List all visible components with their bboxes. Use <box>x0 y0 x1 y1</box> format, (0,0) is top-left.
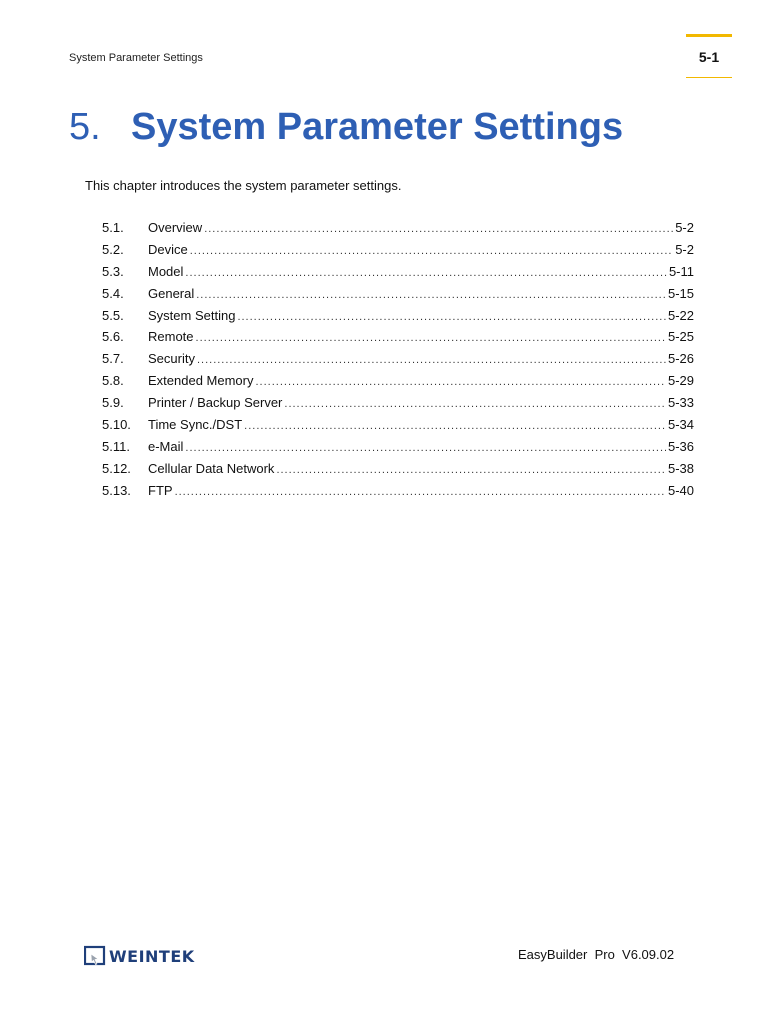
footer-product-version: EasyBuilder Pro V6.09.02 <box>518 947 675 962</box>
page-number-top-rule <box>686 34 732 37</box>
toc-entry-label: Remote <box>148 329 194 345</box>
page-number-bottom-rule <box>686 77 732 78</box>
toc-entry-number: 5.13. <box>102 482 131 498</box>
toc-entry-label: Model <box>148 263 184 279</box>
toc-entry-page: 5-29 <box>667 373 694 389</box>
toc-entry[interactable] <box>102 461 694 483</box>
toc-entry[interactable] <box>102 483 694 505</box>
toc-entry-page: 5-2 <box>675 241 694 257</box>
toc-dot-leader <box>197 354 666 366</box>
toc-entry[interactable] <box>102 242 694 264</box>
toc-entry-label: Cellular Data Network <box>148 460 275 476</box>
toc-entry-page: 5-33 <box>667 395 694 411</box>
toc-entry-page: 5-26 <box>667 351 694 367</box>
toc-entry-label: FTP <box>148 482 173 498</box>
toc-entry-page: 5-34 <box>667 417 694 433</box>
toc-entry-label: Printer / Backup Server <box>148 395 283 411</box>
toc-dot-leader <box>185 442 666 454</box>
toc-entry-number: 5.1. <box>102 220 124 235</box>
toc-dot-leader <box>204 223 673 235</box>
toc-entry-number: 5.9. <box>102 395 124 411</box>
toc-entry-label: Time Sync./DST <box>148 417 243 433</box>
chapter-number: 5. <box>69 106 101 148</box>
weintek-logo <box>84 944 195 968</box>
toc-entry-number: 5.4. <box>102 285 124 301</box>
page-number-box <box>686 34 732 78</box>
toc-entry-number: 5.10. <box>102 417 131 433</box>
toc-entry-label: System Setting <box>148 307 236 323</box>
toc-entry-label: Overview <box>148 220 203 235</box>
toc-entry-number: 5.6. <box>102 329 124 345</box>
toc-entry-number: 5.8. <box>102 373 124 389</box>
logo-wordmark: WEINTEK <box>109 946 195 966</box>
toc-entry-page: 5-25 <box>667 329 694 345</box>
running-header: System Parameter Settings <box>69 52 203 64</box>
chapter-intro: This chapter introduces the system parameter settings. <box>85 178 402 193</box>
toc-dot-leader <box>196 332 666 344</box>
toc-entry-label: Security <box>148 351 195 367</box>
toc-entry-number: 5.3. <box>102 263 124 279</box>
toc-entry-page: 5-36 <box>667 438 694 454</box>
toc-entry[interactable] <box>102 308 694 330</box>
toc-dot-leader <box>196 289 666 301</box>
toc-entry[interactable] <box>102 286 694 308</box>
toc-entry-number: 5.5. <box>102 307 124 323</box>
toc-entry-page: 5-22 <box>667 307 694 323</box>
toc-entry[interactable] <box>102 373 694 395</box>
toc-entry-number: 5.7. <box>102 351 124 367</box>
toc-dot-leader <box>284 398 666 410</box>
toc-dot-leader <box>256 376 666 388</box>
toc-entry-label: Extended Memory <box>148 373 254 389</box>
toc-entry-page: 5-2 <box>675 220 694 235</box>
toc-dot-leader <box>175 486 666 498</box>
toc-entry-number: 5.2. <box>102 241 124 257</box>
toc-entry-label: e-Mail <box>148 438 184 454</box>
toc-dot-leader <box>190 245 673 257</box>
chapter-name: System Parameter Settings <box>131 106 624 148</box>
toc-entry[interactable] <box>102 264 694 286</box>
toc-entry-label: General <box>148 285 195 301</box>
toc-entry-page: 5-11 <box>668 263 694 279</box>
toc-entry-number: 5.12. <box>102 460 131 476</box>
toc-dot-leader <box>185 267 667 279</box>
chapter-title <box>69 106 623 149</box>
toc-entry[interactable] <box>102 329 694 351</box>
toc-entry-number: 5.11. <box>102 438 130 454</box>
toc-entry-page: 5-15 <box>667 285 694 301</box>
toc-entry-page: 5-40 <box>667 482 694 498</box>
toc-dot-leader <box>244 420 666 432</box>
weintek-logo-icon <box>84 945 106 967</box>
toc-entry[interactable] <box>102 220 694 242</box>
toc-dot-leader <box>237 311 666 323</box>
toc-entry[interactable] <box>102 351 694 373</box>
toc-entry[interactable] <box>102 439 694 461</box>
page-number: 5-1 <box>698 49 720 65</box>
toc-entry-label: Device <box>148 241 188 257</box>
toc-entry[interactable] <box>102 417 694 439</box>
toc-entry[interactable] <box>102 395 694 417</box>
toc-entry-page: 5-38 <box>667 460 694 476</box>
toc-dot-leader <box>276 464 666 476</box>
table-of-contents <box>102 220 694 505</box>
